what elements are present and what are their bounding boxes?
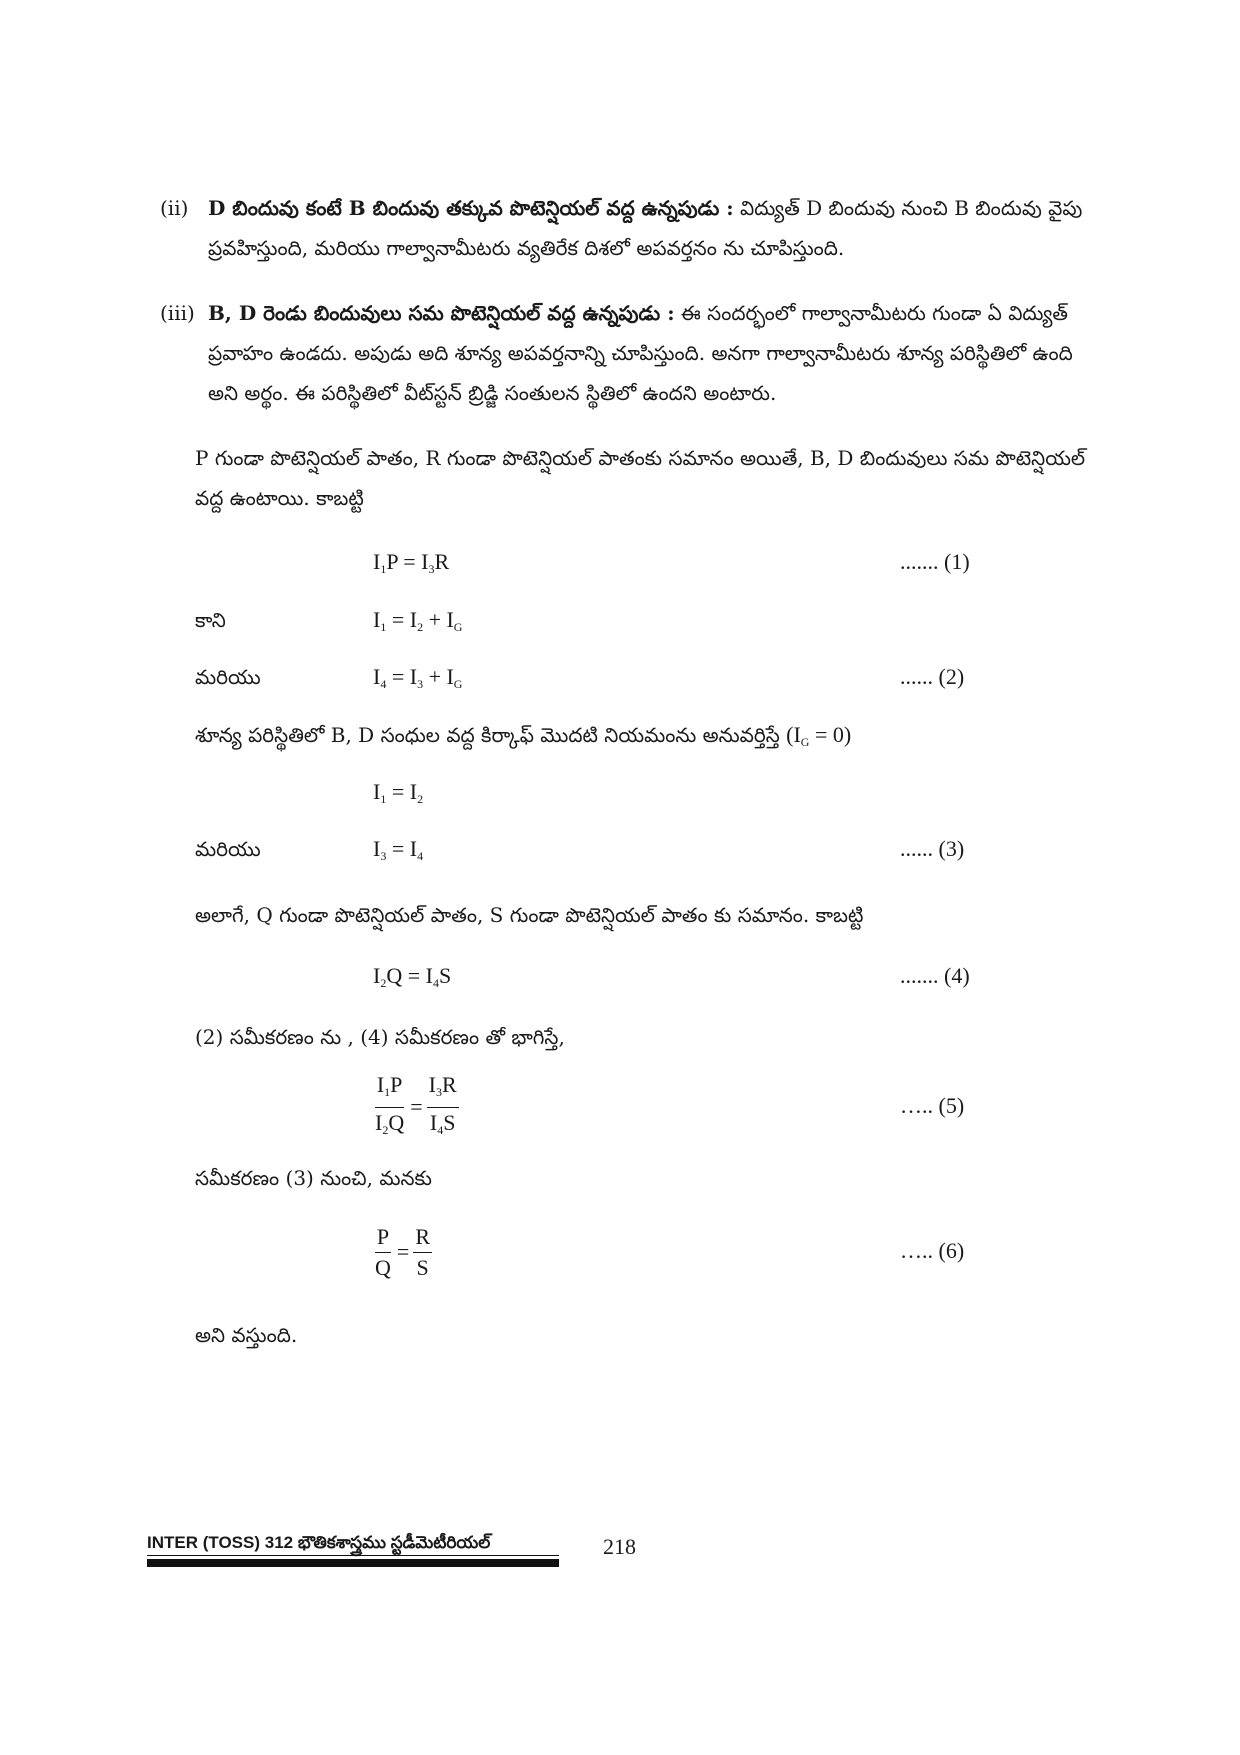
item-heading: B, D రెండు బిందువులు సమ పొటెన్షియల్ వద్ద ఉన్నపుడు : bbox=[208, 301, 675, 325]
equation-label: కాని bbox=[195, 608, 226, 632]
list-item-ii bbox=[160, 188, 1100, 268]
footer-title: INTER (TOSS) 312 భౌతికశాస్త్రము స్టడీమెటీరియల్ bbox=[147, 1533, 491, 1552]
equation-i1-i2 bbox=[195, 772, 995, 812]
equation-number: ….. (6) bbox=[900, 1238, 965, 1263]
footer-bar bbox=[147, 1559, 559, 1567]
footer-rule bbox=[147, 1555, 559, 1556]
equation-expr: $I_1P = I_3R$ bbox=[373, 549, 450, 576]
equation-number: ...... (3) bbox=[900, 836, 965, 861]
equation-number: ….. (5) bbox=[900, 1093, 965, 1118]
equation-2 bbox=[195, 657, 995, 697]
equation-3 bbox=[195, 829, 995, 869]
equation-expr: $\frac{P}{Q}$ = $\frac{R}{S}$ bbox=[375, 1223, 430, 1280]
page-number: 218 bbox=[603, 1534, 636, 1559]
list-item-iii bbox=[160, 293, 1100, 413]
equation-expr: $I_1 = I_2$ bbox=[373, 779, 424, 806]
equation-4 bbox=[195, 956, 995, 996]
paragraph-divide: (2) సమీకరణం ను , (4) సమీకరణం తో భాగిస్తే, bbox=[195, 1025, 565, 1049]
equation-label: మరియు bbox=[195, 837, 261, 861]
null-condition: $(I_G = 0)$ bbox=[786, 722, 852, 749]
item-heading: D బిందువు కంటే B బిందువు తక్కువ పొటెన్షియల్ వద్ద ఉన్నపుడు : bbox=[208, 196, 734, 220]
paragraph-potential: P గుండా పొటెన్షియల్ పాతం, R గుండా పొటెన్షియల్ పాతంకు సమానం అయితే, B, D బిందువులు సమ పొటెన్షియల్ వద్ద ఉంటాయి. కాబట్టి bbox=[195, 446, 1086, 510]
item-number: (ii) bbox=[160, 196, 189, 220]
paragraph-kirchhoff bbox=[195, 715, 1100, 762]
paragraph-from-3: సమీకరణం (3) నుంచి, మనకు bbox=[195, 1166, 432, 1190]
paragraph-text: శూన్య పరిస్థితిలో B, D సంధుల వద్ద కిర్కాఫ్ మొదటి నియమంను అనువర్తిస్తే bbox=[195, 723, 780, 747]
paragraph-end: అని వస్తుంది. bbox=[195, 1323, 298, 1347]
equation-1 bbox=[195, 542, 995, 582]
equation-expr: $\frac{I_1P}{I_2Q}$ = $\frac{I_3R}{I_4S}$ bbox=[375, 1071, 457, 1137]
equation-expr: $I_4 = I_3 + I_G$ bbox=[373, 664, 463, 691]
equation-6 bbox=[195, 1216, 995, 1288]
equation-5 bbox=[195, 1071, 995, 1143]
item-number: (iii) bbox=[160, 301, 195, 325]
equation-expr: $I_2Q = I_4S$ bbox=[373, 963, 452, 990]
equation-number: ....... (1) bbox=[900, 549, 970, 574]
equation-expr: $I_1 = I_2 + I_G$ bbox=[373, 607, 463, 634]
paragraph-q-s: అలాగే, Q గుండా పొటెన్షియల్ పాతం, S గుండా పొటెన్షియల్ పాతం కు సమానం. కాబట్టి bbox=[195, 903, 864, 927]
equation-expr: $I_3 = I_4$ bbox=[373, 836, 424, 863]
equation-number: ....... (4) bbox=[900, 963, 970, 988]
equation-label: మరియు bbox=[195, 665, 261, 689]
equation-number: ...... (2) bbox=[900, 664, 965, 689]
item-text: విద్యుత్ D బిందువు నుంచి B బిందువు వైపు ప్రవహిస్తుంది, మరియు గాల్వానామీటరు వ్యతిరేక దిశలో అపవర్తనం ను చూపిస్తుంది. bbox=[208, 196, 1083, 260]
item-text: ఈ సందర్భంలో గాల్వానామీటరు గుండా ఏ విద్యుత్ ప్రవాహం ఉండదు. అపుడు అది శూన్య అపవర్తనాన్ని చూపిస్తుంది. అనగా గాల్వానామీటరు శూన్య పరిస్థితిలో ఉంది అని అర్థం. ఈ పరిస్థితిలో వీట్‌స్టన్ బ్రిడ్జి సంతులన స్థితిలో ఉందని అంటారు. bbox=[208, 301, 1073, 405]
equation-current-split bbox=[195, 600, 995, 640]
